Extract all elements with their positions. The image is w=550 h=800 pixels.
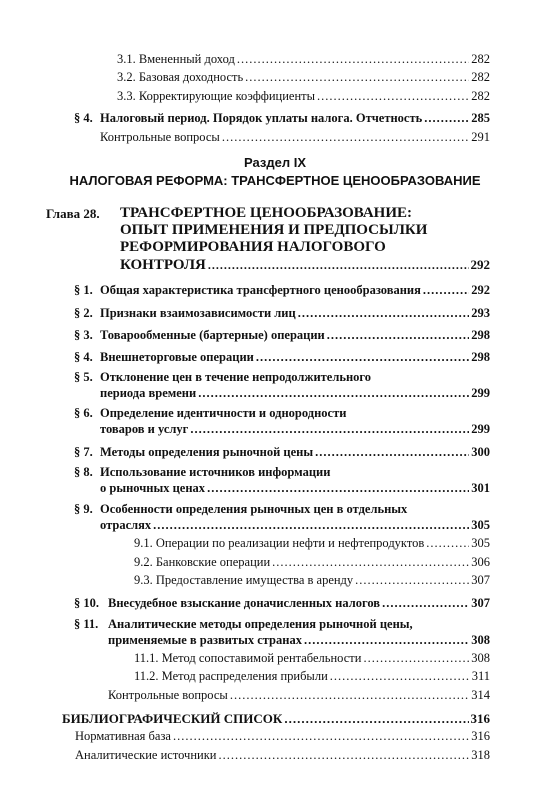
toc-entry-text: Отклонение цен в течение непродолжительного: [100, 370, 372, 384]
section-number: § 6.: [74, 406, 93, 420]
leader-dots: [423, 283, 469, 298]
toc-entry-bold[interactable]: [108, 633, 490, 648]
section-number: § 9.: [74, 502, 93, 516]
section-number: § 10.: [74, 596, 99, 610]
toc-entry[interactable]: [100, 130, 490, 145]
toc-entry-page: 292: [471, 283, 490, 297]
toc-entry-text: товаров и услуг: [100, 422, 189, 436]
toc-entry-text: Внешнеторговые операции: [100, 350, 254, 364]
toc-entry[interactable]: [134, 536, 490, 551]
toc-entry-text: 3.3. Корректирующие коэффициенты: [117, 89, 316, 103]
toc-entry-text: Аналитические источники: [75, 748, 217, 762]
toc-entry-text: периода времени: [100, 386, 197, 400]
toc-entry-text: о рыночных ценах: [100, 481, 206, 495]
toc-entry-page: 308: [471, 651, 490, 665]
section-label: Раздел IX: [244, 155, 306, 170]
leader-dots: [298, 306, 470, 321]
toc-entry-page: 299: [471, 422, 490, 436]
toc-entry-text: Товарообменные (бартерные) операции: [100, 328, 325, 342]
toc-entry-text: БИБЛИОГРАФИЧЕСКИЙ СПИСОК: [62, 711, 283, 726]
toc-entry-page: 316: [470, 711, 490, 726]
leader-dots: [230, 688, 469, 703]
leader-dots: [207, 481, 469, 496]
chapter-label: Глава 28.: [46, 206, 100, 221]
toc-entry-page: 308: [471, 633, 490, 647]
toc-entry-page: 282: [471, 89, 490, 103]
toc-entry-text: Аналитические методы определения рыночной цены,: [108, 617, 413, 631]
toc-entry[interactable]: [134, 651, 490, 666]
toc-entry-text: Признаки взаимозависимости лиц: [100, 306, 296, 320]
toc-entry-text: Общая характеристика трансфертного ценообразования: [100, 283, 421, 297]
toc-entry-bold[interactable]: [100, 445, 490, 460]
leader-dots: [153, 518, 469, 533]
toc-entry-bold[interactable]: [108, 596, 490, 611]
toc-entry-text: 9.1. Операции по реализации нефти и нефтепродуктов: [134, 536, 425, 550]
toc-entry-bold[interactable]: [62, 711, 490, 726]
leader-dots: [424, 111, 469, 126]
toc-entry-text: применяемые в развитых странах: [108, 633, 302, 647]
section-number: § 11.: [74, 617, 99, 631]
chapter-title-line: РЕФОРМИРОВАНИЯ НАЛОГОВОГО: [120, 239, 386, 255]
leader-dots: [173, 729, 469, 744]
leader-dots: [327, 328, 469, 343]
toc-entry-page: 292: [470, 257, 490, 272]
toc-entry-page: 314: [471, 688, 490, 702]
toc-entry-text: Внесудебное взыскание доначисленных налогов: [108, 596, 381, 610]
toc-entry-page: 305: [471, 518, 490, 532]
toc-entry-text: Определение идентичности и однородности: [100, 406, 347, 420]
chapter-title-line: ТРАНСФЕРТНОЕ ЦЕНООБРАЗОВАНИЕ:: [120, 205, 413, 221]
section-number: § 2.: [74, 306, 93, 320]
section-number: § 8.: [74, 465, 93, 479]
toc-entry[interactable]: [117, 52, 490, 67]
section-number: § 5.: [74, 370, 93, 384]
leader-dots: [190, 422, 469, 437]
toc-entry-bold[interactable]: [100, 422, 490, 437]
toc-entry-bold[interactable]: [100, 518, 490, 533]
chapter-title-line: КОНТРОЛЯ: [120, 257, 206, 273]
leader-dots: [198, 386, 469, 401]
toc-entry[interactable]: [117, 70, 490, 85]
toc-entry-page: 282: [471, 70, 490, 84]
leader-dots: [317, 89, 469, 104]
section-number: § 4.: [74, 350, 93, 364]
toc-entry-text: Использование источников информации: [100, 465, 331, 479]
toc-entry-bold[interactable]: [100, 481, 490, 496]
toc-entry-bold[interactable]: [100, 386, 490, 401]
toc-entry-page: 298: [471, 328, 490, 342]
toc-entry[interactable]: [117, 89, 490, 104]
toc-entry-page: 307: [471, 596, 490, 610]
toc-entry-page: 306: [471, 555, 490, 569]
toc-entry-bold[interactable]: [100, 111, 490, 126]
leader-dots: [363, 651, 469, 666]
chapter-title-line: ОПЫТ ПРИМЕНЕНИЯ И ПРЕДПОСЫЛКИ: [120, 222, 428, 238]
toc-entry-bold[interactable]: [100, 328, 490, 343]
toc-entry-page: 293: [471, 306, 490, 320]
toc-entry-page: 305: [471, 536, 490, 550]
toc-entry-bold[interactable]: [100, 350, 490, 365]
toc-entry-page: 311: [471, 669, 490, 683]
section-number: § 1.: [74, 283, 93, 297]
toc-entry-page: 307: [471, 573, 490, 587]
leader-dots: [315, 445, 469, 460]
leader-dots: [355, 573, 469, 588]
toc-entry-page: 298: [471, 350, 490, 364]
leader-dots: [284, 711, 468, 726]
leader-dots: [330, 669, 470, 684]
toc-entry-page: 299: [471, 386, 490, 400]
toc-entry-page: 285: [471, 111, 490, 125]
toc-entry[interactable]: [75, 748, 490, 763]
section-number: § 7.: [74, 445, 93, 459]
toc-entry-bold[interactable]: [100, 283, 490, 298]
toc-entry-page: 291: [471, 130, 490, 144]
toc-entry-page: 318: [471, 748, 490, 762]
leader-dots: [382, 596, 469, 611]
toc-entry-text: 3.2. Базовая доходность: [117, 70, 244, 84]
toc-entry-text: 11.2. Метод распределения прибыли: [134, 669, 328, 683]
toc-entry-text: 9.2. Банковские операции: [134, 555, 271, 569]
toc-entry-text: 11.1. Метод сопоставимой рентабельности: [134, 651, 362, 665]
leader-dots: [208, 256, 469, 274]
leader-dots: [272, 555, 469, 570]
section-title: НАЛОГОВАЯ РЕФОРМА: ТРАНСФЕРТНОЕ ЦЕНООБРАЗОВАНИЕ: [69, 173, 481, 188]
toc-entry-page: 300: [471, 445, 490, 459]
leader-dots: [256, 350, 469, 365]
toc-entry-text: Налоговый период. Порядок уплаты налога. Отчетность: [100, 111, 423, 125]
toc-entry[interactable]: [134, 669, 490, 684]
toc-entry-page: 282: [471, 52, 490, 66]
toc-entry-text: Нормативная база: [75, 729, 171, 743]
toc-entry-text: 9.3. Предоставление имущества в аренду: [134, 573, 354, 587]
section-number: § 4.: [74, 111, 93, 125]
toc-entry-text: Особенности определения рыночных цен в отдельных: [100, 502, 408, 516]
toc-entry[interactable]: [75, 729, 490, 744]
toc-entry-text: Методы определения рыночной цены: [100, 445, 314, 459]
toc-entry-page: 316: [471, 729, 490, 743]
leader-dots: [304, 633, 469, 648]
section-number: § 3.: [74, 328, 93, 342]
toc-entry-text: Контрольные вопросы: [100, 130, 220, 144]
toc-entry-text: отраслях: [100, 518, 152, 532]
leader-dots: [222, 130, 469, 145]
toc-entry[interactable]: [134, 555, 490, 570]
toc-entry[interactable]: [134, 573, 490, 588]
leader-dots: [426, 536, 469, 551]
leader-dots: [218, 748, 469, 763]
toc-entry[interactable]: [108, 688, 490, 703]
leader-dots: [237, 52, 469, 67]
toc-entry-bold[interactable]: [100, 306, 490, 321]
leader-dots: [245, 70, 469, 85]
toc-entry-chapter[interactable]: [120, 256, 490, 274]
toc-entry-text: 3.1. Вмененный доход: [117, 52, 235, 66]
toc-entry-page: 301: [471, 481, 490, 495]
toc-entry-text: Контрольные вопросы: [108, 688, 228, 702]
